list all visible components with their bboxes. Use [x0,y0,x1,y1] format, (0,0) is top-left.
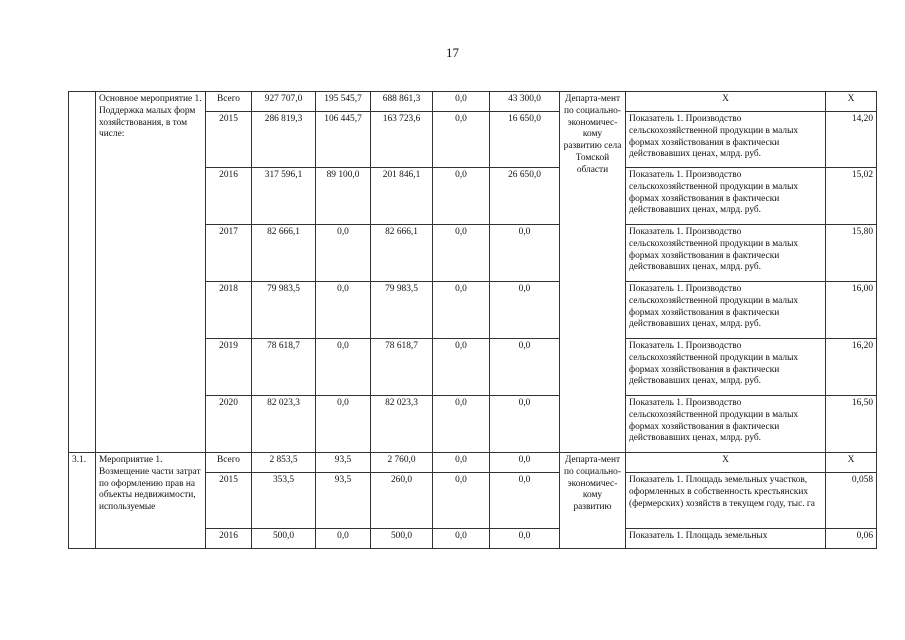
federal-cell: 0,0 [316,396,371,453]
indicator-value-cell: 14,20 [826,112,877,168]
local-cell: 0,0 [433,339,490,396]
regional-cell: 82 666,1 [371,225,433,282]
local-cell: 0,0 [433,396,490,453]
year-cell: 2017 [206,225,252,282]
regional-cell: 201 846,1 [371,168,433,225]
total-cell: 500,0 [252,529,316,549]
total-cell: 927 707,0 [252,92,316,112]
total-cell: 82 666,1 [252,225,316,282]
indicator-value-cell: 15,02 [826,168,877,225]
year-cell: 2018 [206,282,252,339]
indicator-value-cell: 16,50 [826,396,877,453]
federal-cell: 89 100,0 [316,168,371,225]
local-cell: 0,0 [433,453,490,473]
extra-budget-cell: 26 650,0 [490,168,560,225]
indicator-value-cell: 0,058 [826,473,877,529]
table-row [69,453,877,473]
table-row [69,92,877,112]
regional-cell: 163 723,6 [371,112,433,168]
regional-cell: 78 618,7 [371,339,433,396]
regional-cell: 82 023,3 [371,396,433,453]
year-cell: 2015 [206,112,252,168]
total-cell: 79 983,5 [252,282,316,339]
indicator-cell: Х [626,453,826,473]
year-cell: Всего [206,92,252,112]
federal-cell: 93,5 [316,473,371,529]
activity-name: Мероприятие 1. Возмещение части затрат по оформлению прав на объекты недвижимости, используемые [96,453,206,549]
federal-cell: 0,0 [316,529,371,549]
local-cell: 0,0 [433,112,490,168]
total-cell: 353,5 [252,473,316,529]
federal-cell: 0,0 [316,225,371,282]
extra-budget-cell: 16 650,0 [490,112,560,168]
year-cell: Всего [206,453,252,473]
federal-cell: 93,5 [316,453,371,473]
indicator-value-cell: Х [826,453,877,473]
year-cell: 2019 [206,339,252,396]
local-cell: 0,0 [433,225,490,282]
page-number: 17 [446,45,459,60]
indicator-cell: Показатель 1. Площадь земельных участков, оформленных в собственность крестьянских (фермерских) хозяйств в текущем году, тыс. га [626,473,826,529]
regional-cell: 260,0 [371,473,433,529]
indicator-cell: Показатель 1. Производство сельскохозяйственной продукции в малых формах хозяйствования в фактически действовавших ценах, млрд. руб. [626,168,826,225]
total-cell: 317 596,1 [252,168,316,225]
extra-budget-cell: 0,0 [490,473,560,529]
indicator-cell: Показатель 1. Производство сельскохозяйственной продукции в малых формах хозяйствования в фактически действовавших ценах, млрд. руб. [626,112,826,168]
indicator-value-cell: Х [826,92,877,112]
indicator-value-cell: 16,20 [826,339,877,396]
year-cell: 2015 [206,473,252,529]
indicator-cell: Показатель 1. Производство сельскохозяйственной продукции в малых формах хозяйствования в фактически действовавших ценах, млрд. руб. [626,396,826,453]
federal-cell: 0,0 [316,282,371,339]
total-cell: 82 023,3 [252,396,316,453]
extra-budget-cell: 0,0 [490,225,560,282]
year-cell: 2016 [206,529,252,549]
federal-cell: 0,0 [316,339,371,396]
indicator-cell: Показатель 1. Производство сельскохозяйственной продукции в малых формах хозяйствования в фактически действовавших ценах, млрд. руб. [626,339,826,396]
regional-cell: 79 983,5 [371,282,433,339]
year-cell: 2020 [206,396,252,453]
extra-budget-cell: 0,0 [490,396,560,453]
total-cell: 78 618,7 [252,339,316,396]
local-cell: 0,0 [433,168,490,225]
row-number [69,92,96,453]
total-cell: 286 819,3 [252,112,316,168]
program-table [68,91,877,549]
federal-cell: 195 545,7 [316,92,371,112]
federal-cell: 106 445,7 [316,112,371,168]
local-cell: 0,0 [433,92,490,112]
extra-budget-cell: 0,0 [490,453,560,473]
total-cell: 2 853,5 [252,453,316,473]
regional-cell: 688 861,3 [371,92,433,112]
extra-budget-cell: 0,0 [490,282,560,339]
responsible-department: Департа-мент по социально-экономичес-кому развитию села Томской области [560,92,626,453]
activity-name: Основное мероприятие 1. Поддержка малых форм хозяйствования, в том числе: [96,92,206,453]
responsible-department: Департа-мент по социально-экономичес-кому развитию [560,453,626,549]
local-cell: 0,0 [433,529,490,549]
indicator-cell: Показатель 1. Производство сельскохозяйственной продукции в малых формах хозяйствования в фактически действовавших ценах, млрд. руб. [626,225,826,282]
regional-cell: 500,0 [371,529,433,549]
extra-budget-cell: 0,0 [490,339,560,396]
row-number: 3.1. [69,453,96,549]
local-cell: 0,0 [433,282,490,339]
indicator-cell: Показатель 1. Производство сельскохозяйственной продукции в малых формах хозяйствования в фактически действовавших ценах, млрд. руб. [626,282,826,339]
indicator-value-cell: 0,06 [826,529,877,549]
indicator-cell: Показатель 1. Площадь земельных [626,529,826,549]
indicator-cell: Х [626,92,826,112]
year-cell: 2016 [206,168,252,225]
local-cell: 0,0 [433,473,490,529]
extra-budget-cell: 43 300,0 [490,92,560,112]
extra-budget-cell: 0,0 [490,529,560,549]
regional-cell: 2 760,0 [371,453,433,473]
indicator-value-cell: 16,00 [826,282,877,339]
indicator-value-cell: 15,80 [826,225,877,282]
